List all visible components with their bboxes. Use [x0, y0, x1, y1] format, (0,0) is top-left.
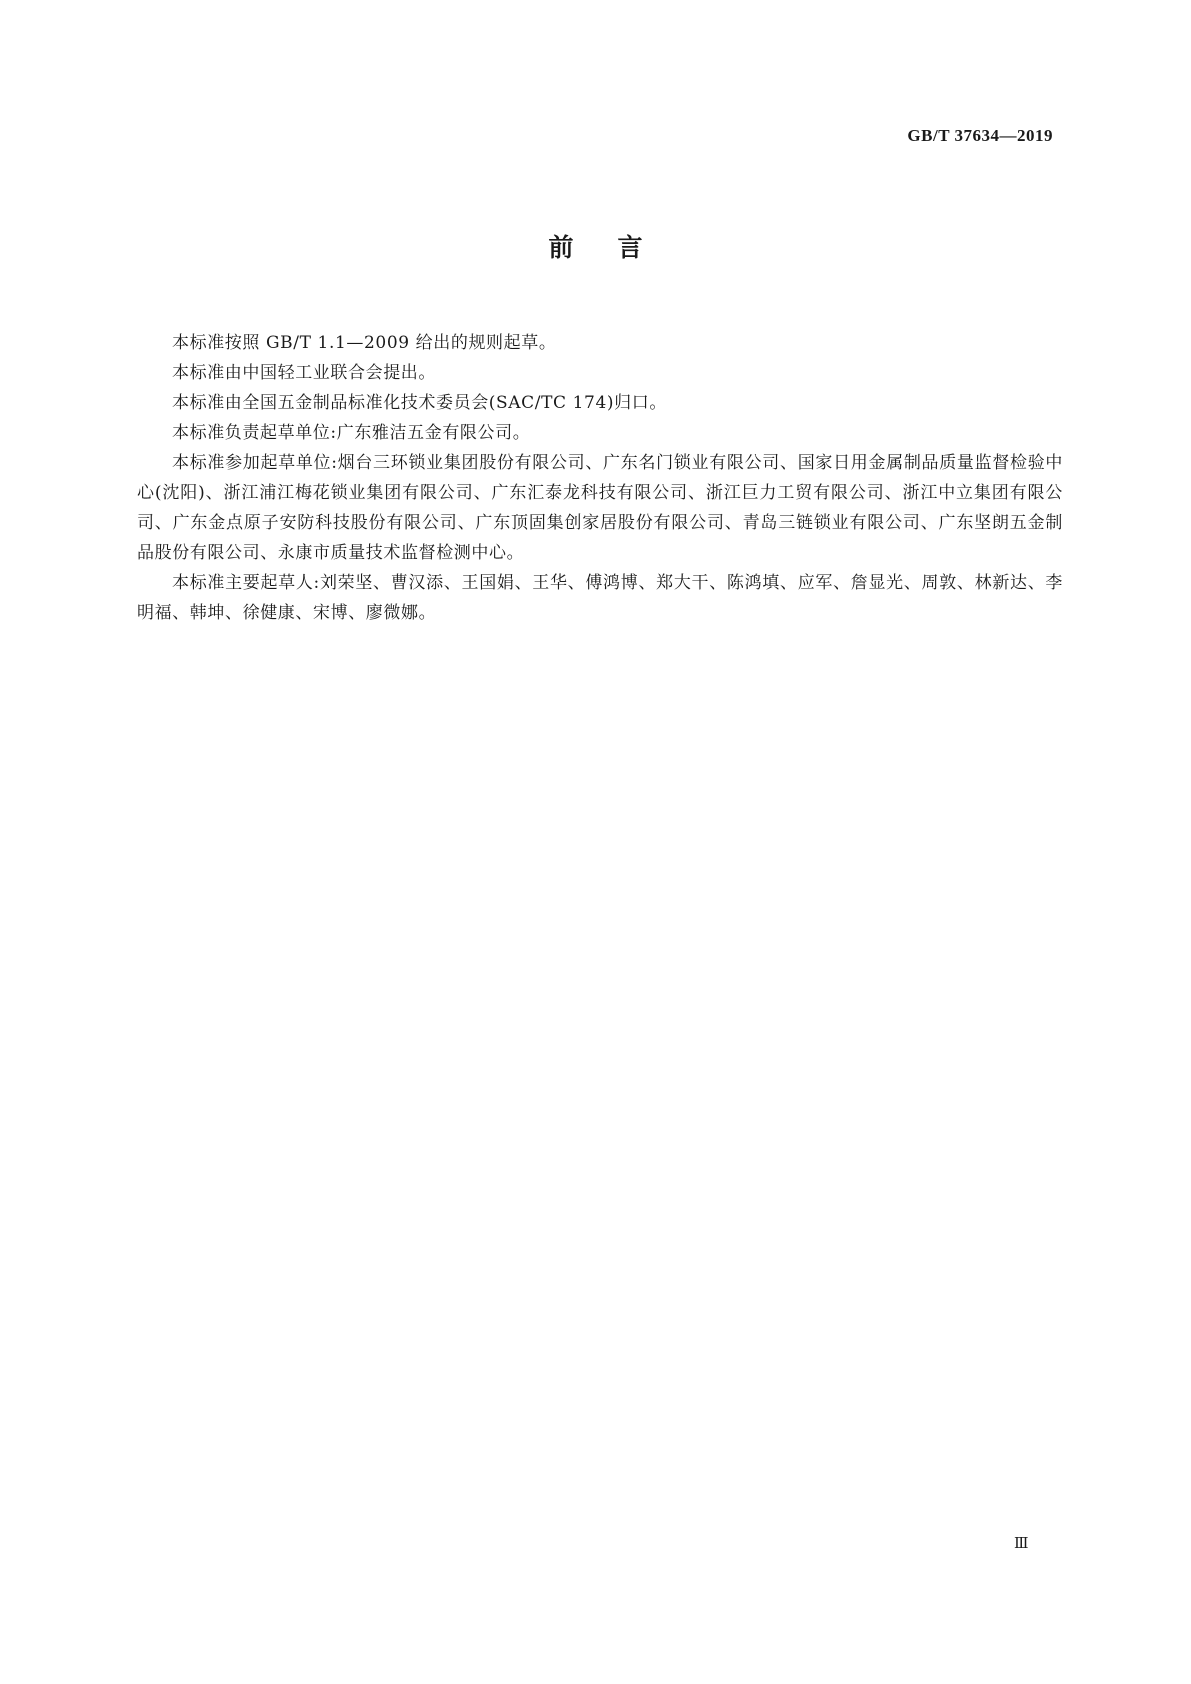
page-number: Ⅲ [1014, 1536, 1029, 1552]
paragraph-responsible-drafter: 本标准负责起草单位:广东雅洁五金有限公司。 [172, 423, 531, 443]
paragraph-proposer: 本标准由中国轻工业联合会提出。 [172, 363, 436, 383]
paragraph-main-drafters: 本标准主要起草人:刘荣坚、曹汉添、王国娟、王华、傅鸿博、郑大干、陈鸿填、应军、詹显光、周敦、林新达、李明福、韩坤、徐健康、宋博、廖微娜。 [137, 573, 1063, 623]
page-title: 前言 [548, 233, 687, 262]
paragraph-technical-committee: 本标准由全国五金制品标准化技术委员会(SAC/TC 174)归口。 [172, 393, 667, 413]
paragraph-participating-drafters: 本标准参加起草单位:烟台三环锁业集团股份有限公司、广东名门锁业有限公司、国家日用金属制品质量监督检验中心(沈阳)、浙江浦江梅花锁业集团有限公司、广东汇泰龙科技有限公司、浙江巨力工贸有限公司、浙江中立集团有限公司、广东金点原子安防科技股份有限公司、广东顶固集创家居股份有限公司、青岛三链锁业有限公司、广东坚朗五金制品股份有限公司、永康市质量技术监督检测中心。 [137, 453, 1063, 563]
foreword-body [137, 328, 1063, 628]
standard-code: GB/T 37634—2019 [907, 126, 1053, 145]
paragraph-drafting-rules: 本标准按照 GB/T 1.1—2009 给出的规则起草。 [172, 333, 557, 353]
